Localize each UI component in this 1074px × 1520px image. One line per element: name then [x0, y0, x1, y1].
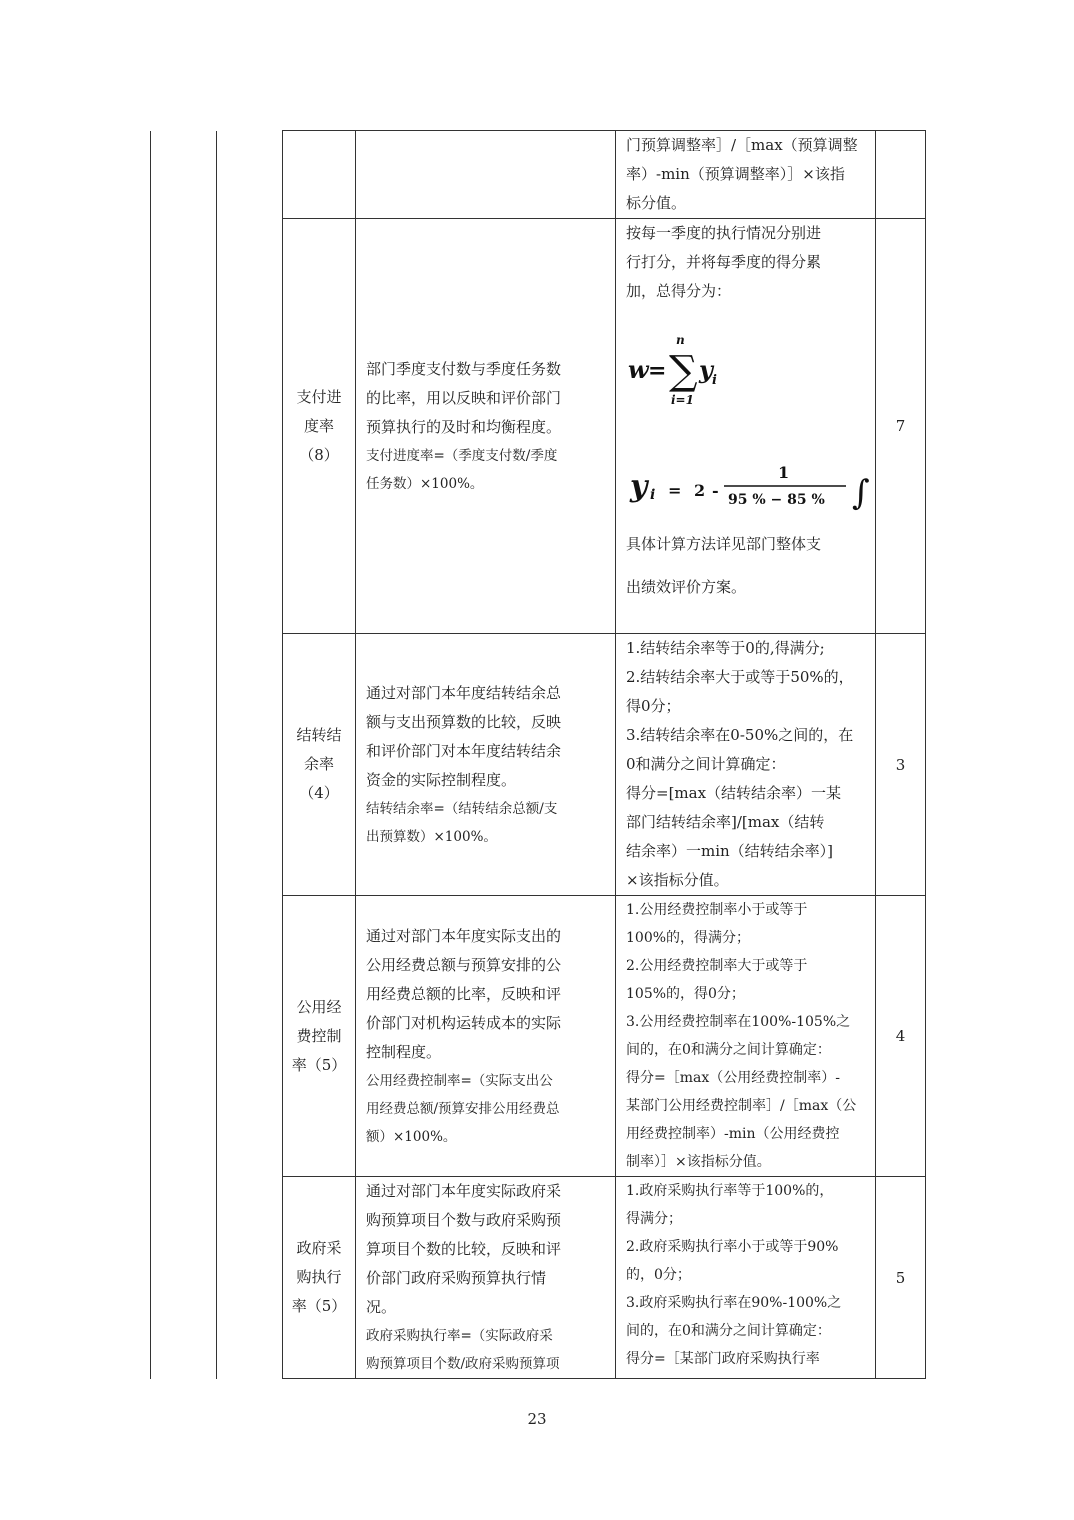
definition-line: 价部门政府采购预算执行情 [366, 1269, 547, 1287]
rule-line: 部门结转结余率]/[max（结转 [626, 813, 825, 831]
rule-line: 间的，在0和满分之间计算确定： [626, 1323, 831, 1339]
sum-top: n [676, 333, 685, 347]
rule-line: 100%的，得满分； [626, 930, 751, 946]
table-row-continuation [151, 131, 926, 219]
score-cell: 3 [876, 634, 926, 896]
rule-line: 某部门公用经费控制率］/［max（公 [626, 1098, 857, 1114]
rule-line: 间的，在0和满分之间计算确定： [626, 1042, 831, 1058]
formula-line: 购预算项目个数/政府采购预算项 [366, 1356, 560, 1372]
rule-line: 得满分； [626, 1211, 682, 1227]
sum-equals: = [648, 358, 667, 384]
sum-term-sub: i [712, 373, 717, 388]
rule-line: ×该指标分值。 [626, 871, 729, 889]
indicator-name-line: 购执行 [296, 1268, 342, 1286]
definition-line: 预算执行的及时和均衡程度。 [366, 417, 562, 436]
indicator-definition-cell [356, 219, 616, 634]
sum-bottom: i=1 [671, 393, 694, 407]
scoring-rule-cell [616, 131, 876, 219]
score-cell [876, 131, 926, 219]
indicator-name-line: 费控制 [296, 1026, 342, 1045]
rule-line: 门预算调整率］/［max（预算调整 [626, 136, 858, 154]
scoring-rule-cell [616, 1177, 876, 1379]
definition-line: 资金的实际控制程度。 [366, 770, 517, 789]
score-cell: 4 [876, 896, 926, 1177]
sum-term: y [699, 355, 713, 384]
y-numerator: 1 [778, 463, 790, 482]
sum-lhs: w [628, 355, 649, 384]
indicator-name-line: 公用经 [296, 997, 342, 1016]
indicator-name-line: 率（5） [291, 1297, 347, 1315]
definition-line: 公用经费总额与预算安排的公 [366, 955, 562, 974]
rule-line: 得0分； [626, 697, 681, 715]
rule-line: 0和满分之间计算确定： [626, 755, 786, 773]
rule-line: 1.结转结余率等于0的,得满分; [626, 639, 825, 657]
rule-line: 制率）］×该指标分值。 [626, 1154, 771, 1170]
definition-line: 通过对部门本年度结转结余总 [366, 683, 562, 702]
formula-line: 政府采购执行率=（实际政府采 [366, 1328, 553, 1344]
y-equals: = [668, 481, 682, 500]
rule-line: 1.政府采购执行率等于100%的， [626, 1183, 834, 1199]
y-sub: i [650, 487, 656, 503]
formula-line: 结转结余率=（结转结余总额/支 [366, 800, 558, 817]
score-cell: 7 [876, 219, 926, 634]
indicator-definition-cell [356, 131, 616, 219]
rule-line: 105%的，得0分； [626, 986, 745, 1002]
rule-line: 得分=[max（结转结余率）一某 [626, 784, 842, 802]
rule-line: 加，总得分为： [626, 282, 732, 300]
rule-line: 标分值。 [626, 194, 687, 212]
definition-line: 的比率，用以反映和评价部门 [366, 388, 562, 407]
rule-line: 2.政府采购执行率小于或等于90% [626, 1239, 839, 1255]
indicator-name-cell [283, 219, 356, 634]
formula-line: 任务数）×100%。 [366, 475, 484, 492]
rule-line: 出绩效评价方案。 [626, 578, 747, 596]
definition-line: 额与支出预算数的比较，反映 [366, 712, 562, 731]
formula-line: 用经费总额/预算安排公用经费总 [366, 1100, 560, 1117]
score-cell: 5 [876, 1177, 926, 1379]
performance-indicator-table [150, 130, 926, 1379]
indicator-name-line: 结转结 [296, 726, 342, 744]
page-number: 23 [527, 1410, 547, 1428]
formula-line: 支付进度率=（季度支付数/季度 [366, 447, 558, 464]
scoring-formula-figure [626, 306, 878, 526]
y-denominator: 95 % − 85 % [728, 492, 825, 508]
rule-line: 结余率）一min（结转结余率）] [626, 842, 834, 860]
y-integral: ∫ [852, 473, 870, 513]
scoring-rule-cell [616, 896, 876, 1177]
definition-line: 价部门对机构运转成本的实际 [366, 1013, 562, 1032]
indicator-name-cell [283, 131, 356, 219]
indicator-name-line: 余率 [303, 755, 334, 773]
rule-line: 用经费控制率）-min（公用经费控 [626, 1126, 840, 1142]
definition-line: 通过对部门本年度实际支出的 [366, 926, 562, 945]
y-lhs: y [630, 469, 648, 504]
rule-line: 得分=［max（公用经费控制率）- [626, 1070, 840, 1086]
rule-line: 的，0分； [626, 1267, 691, 1283]
formula-line: 额）×100%。 [366, 1128, 457, 1145]
definition-line: 控制程度。 [366, 1042, 442, 1061]
indicator-definition-cell [356, 634, 616, 896]
indicator-name-line: （8） [299, 445, 339, 464]
rule-line: 2.公用经费控制率大于或等于 [626, 958, 808, 974]
y-minus: - [712, 481, 719, 500]
definition-line: 和评价部门对本年度结转结余 [366, 741, 562, 760]
indicator-name-cell [283, 896, 356, 1177]
rule-line: 3.政府采购执行率在90%-100%之 [626, 1295, 842, 1311]
indicator-name-line: 支付进 [296, 387, 342, 406]
definition-line: 算项目个数的比较，反映和评 [366, 1240, 562, 1258]
indicator-name-cell [283, 1177, 356, 1379]
scoring-rule-cell [616, 634, 876, 896]
indicator-definition-cell [356, 1177, 616, 1379]
rule-line: 3.结转结余率在0-50%之间的，在 [626, 726, 854, 744]
first-level-indicator-cell [151, 131, 217, 1379]
formula-line: 公用经费控制率=（实际支出公 [366, 1072, 553, 1089]
second-level-indicator-cell [217, 131, 283, 1379]
indicator-name-line: 政府采 [296, 1239, 342, 1257]
definition-line: 通过对部门本年度实际政府采 [366, 1182, 562, 1200]
scoring-rule-cell [616, 219, 876, 634]
definition-line: 部门季度支付数与季度任务数 [366, 359, 562, 378]
formula-line: 出预算数）×100%。 [366, 828, 497, 845]
rule-line: 得分=［某部门政府采购执行率 [626, 1351, 820, 1367]
indicator-name-cell [283, 634, 356, 896]
rule-line: 率）-min（预算调整率）］×该指 [626, 165, 845, 183]
rule-line: 按每一季度的执行情况分别进 [626, 224, 822, 242]
indicator-name-line: （4） [299, 784, 339, 802]
definition-line: 购预算项目个数与政府采购预 [366, 1211, 562, 1229]
indicator-name-line: 率（5） [291, 1055, 347, 1074]
definition-line: 况。 [366, 1298, 397, 1316]
rule-line: 具体计算方法详见部门整体支 [626, 535, 822, 553]
rule-line: 1.公用经费控制率小于或等于 [626, 902, 808, 918]
rule-line: 行打分，并将每季度的得分累 [626, 253, 822, 271]
rule-line: 2.结转结余率大于或等于50%的， [626, 668, 854, 686]
indicator-name-line: 度率 [303, 416, 334, 435]
indicator-definition-cell [356, 896, 616, 1177]
rule-line: 3.公用经费控制率在100%-105%之 [626, 1014, 851, 1030]
sum-sigma: ∑ [669, 348, 698, 394]
y-two: 2 [694, 481, 706, 500]
definition-line: 用经费总额的比率，反映和评 [366, 984, 562, 1003]
